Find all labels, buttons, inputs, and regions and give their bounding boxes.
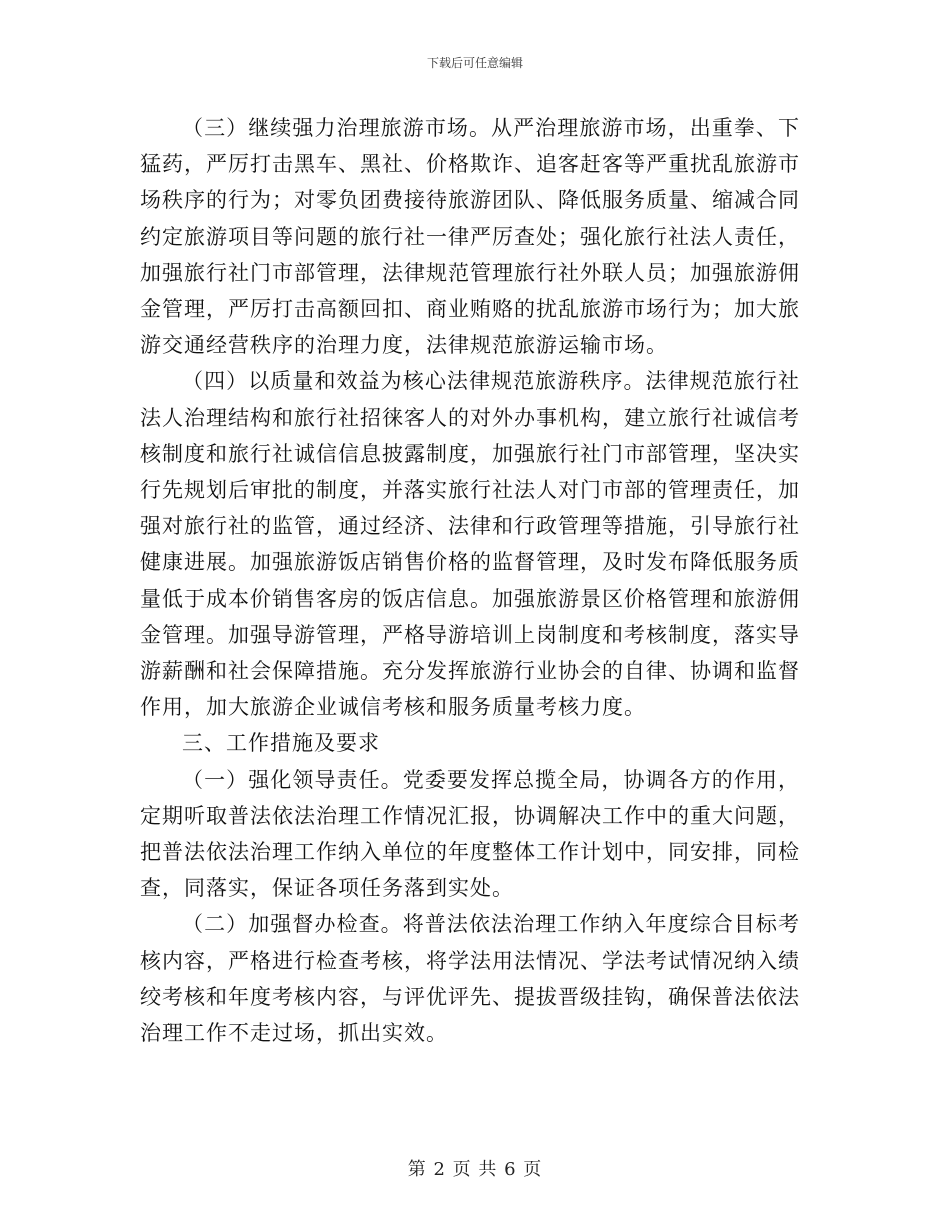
section-heading-measures: 三、工作措施及要求 bbox=[182, 731, 380, 756]
paragraph-measure-1: （一）强化领导责任。党委要发挥总揽全局，协调各方的作用，定期听取普法依法治理工作情况汇报，协调解决工作中的重大问题，把普法依法治理工作纳入单位的年度整体工作计划中，同安排，同检查，同落实，保证各项任务落到实处。 bbox=[140, 767, 800, 901]
paragraph-section-3: （三）继续强力治理旅游市场。从严治理旅游市场，出重拳、下猛药，严厉打击黑车、黑社、价格欺诈、追客赶客等严重扰乱旅游市场秩序的行为；对零负团费接待旅游团队、降低服务质量、缩减合同约定旅游项目等问题的旅行社一律严厉查处；强化旅行社法人责任，加强旅行社门市部管理，法律规范管理旅行社外联人员；加强旅游佣金管理，严厉打击高额回扣、商业贿赂的扰乱旅游市场行为；加大旅游交通经营秩序的治理力度，法律规范旅游运输市场。 bbox=[140, 116, 800, 358]
page-number-footer: 第 2 页 共 6 页 bbox=[407, 1159, 543, 1180]
paragraph-measure-2: （二）加强督办检查。将普法依法治理工作纳入年度综合目标考核内容，严格进行检查考核，将学法用法情况、学法考试情况纳入绩绞考核和年度考核内容，与评优评先、提拔晋级挂钩，确保普法依法治理工作不走过场，抓出实效。 bbox=[140, 912, 800, 1046]
header-note: 下载后可任意编辑 bbox=[426, 56, 523, 70]
paragraph-section-4: （四）以质量和效益为核心法律规范旅游秩序。法律规范旅行社法人治理结构和旅行社招徕客人的对外办事机构，建立旅行社诚信考核制度和旅行社诚信信息披露制度，加强旅行社门市部管理，坚决实行先规划后审批的制度，并落实旅行社法人对门市部的管理责任，加强对旅行社的监管，通过经济、法律和行政管理等措施，引导旅行社健康进展。加强旅游饭店销售价格的监督管理，及时发布降低服务质量低于成本价销售客房的饭店信息。加强旅游景区价格管理和旅游佣金管理。加强导游管理，严格导游培训上岗制度和考核制度，落实导游薪酬和社会保障措施。充分发挥旅游行业协会的自律、协调和监督作用，加大旅游企业诚信考核和服务质量考核力度。 bbox=[140, 369, 800, 720]
document-body bbox=[140, 110, 800, 1051]
